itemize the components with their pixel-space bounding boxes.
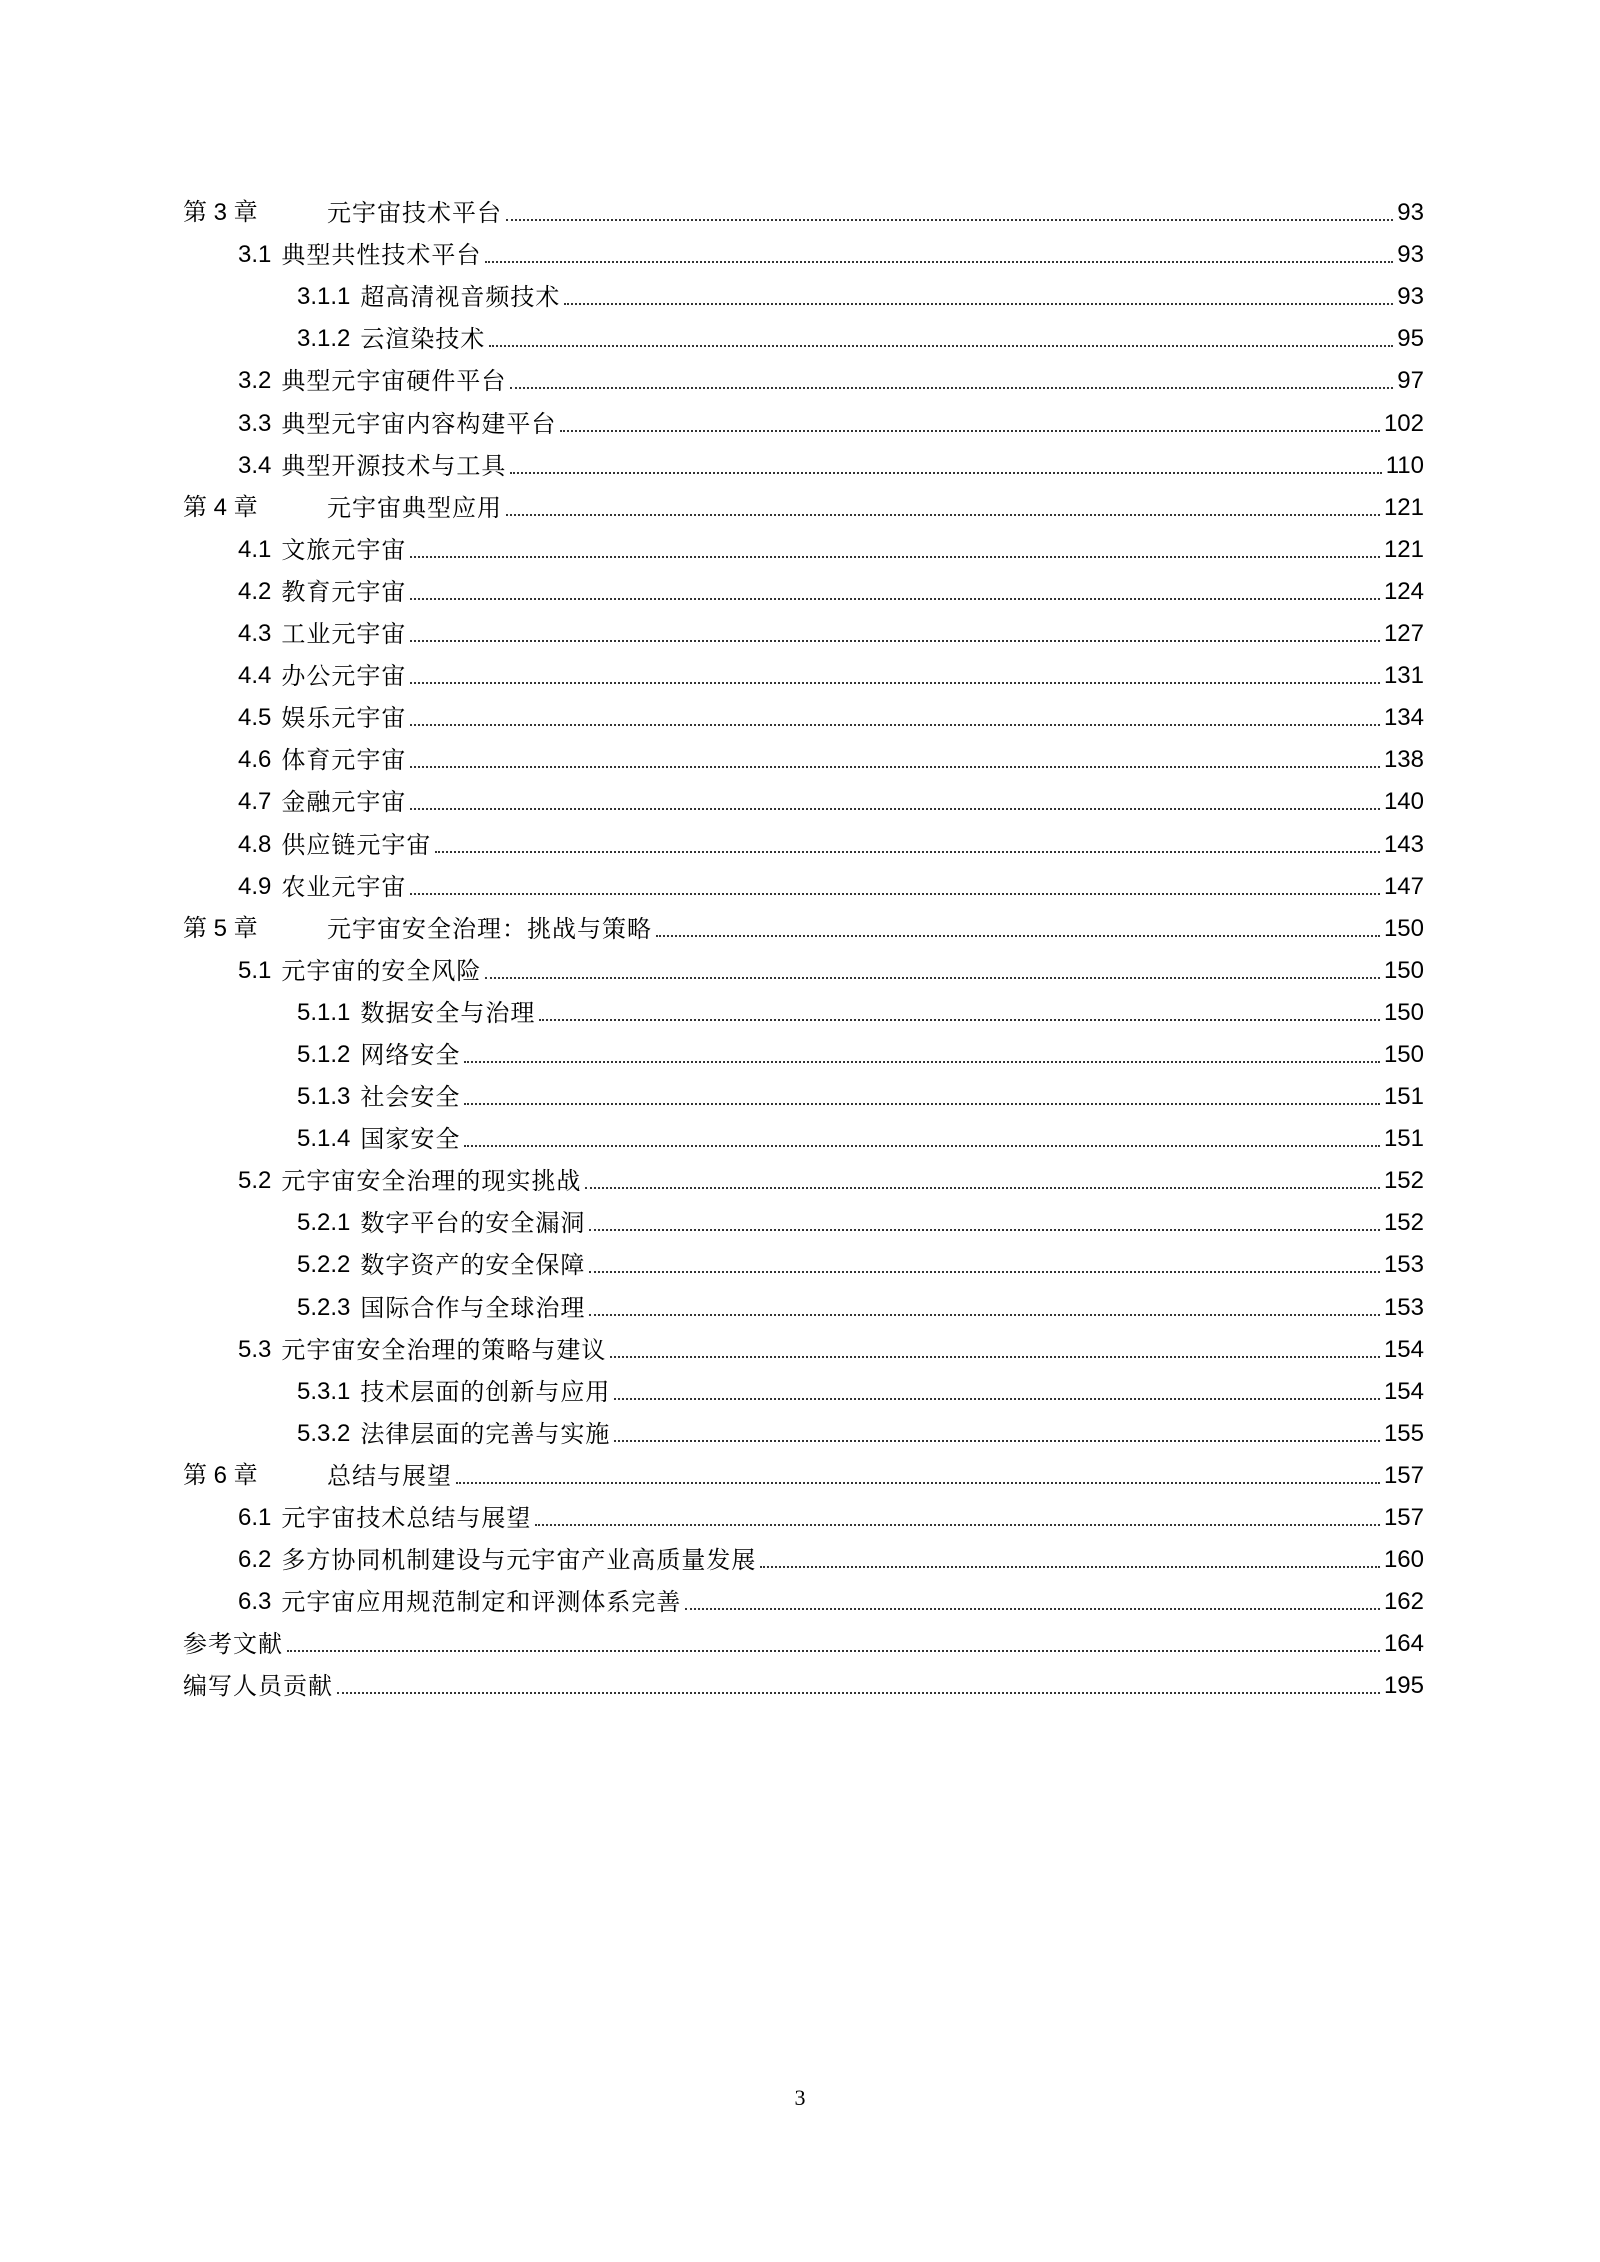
toc-entry[interactable] [0,1202,1424,1244]
dot-leader [410,682,1380,684]
toc-entry-title: 元宇宙安全治理的现实挑战 [281,1167,582,1196]
toc-entry-title: 体育元宇宙 [281,746,407,775]
toc-entry-page: 150 [1383,998,1424,1026]
toc-entry-page: 153 [1383,1293,1424,1321]
dot-leader [410,640,1380,642]
toc-entry-title: 教育元宇宙 [281,577,407,606]
toc-entry-page: 153 [1383,1251,1424,1279]
dot-leader [685,1608,1380,1610]
toc-entry-number: 4.4 [238,662,272,690]
dot-leader [589,1271,1380,1273]
toc-entry-number: 4.8 [238,830,272,858]
dot-leader [564,303,1393,305]
toc-entry-title: 数字资产的安全保障 [360,1251,586,1280]
toc-entry[interactable] [0,781,1424,823]
toc-entry-number: 5.1.1 [297,998,351,1026]
dot-leader [435,851,1380,853]
toc-entry-page: 157 [1383,1504,1424,1531]
toc-entry-page: 127 [1383,620,1424,648]
toc-entry-title: 元宇宙技术平台 [327,199,502,228]
dot-leader [585,1187,1380,1189]
toc-entry-page: 121 [1383,493,1424,521]
toc-entry-number: 5.2.2 [297,1251,351,1279]
toc-entry-number: 3.3 [238,409,272,437]
toc-entry-number: 4.5 [238,704,272,732]
toc-entry-title: 元宇宙应用规范制定和评测体系完善 [281,1588,682,1617]
toc-entry-title: 技术层面的创新与应用 [360,1377,611,1406]
toc-entry[interactable] [0,823,1424,865]
toc-entry-page: 154 [1383,1377,1424,1405]
toc-entry[interactable] [0,739,1424,781]
toc-entry-page: 160 [1383,1546,1424,1574]
dot-leader [410,598,1380,600]
toc-entry-title: 元宇宙安全治理的策略与建议 [281,1335,607,1364]
toc-entry-page: 195 [1383,1672,1424,1700]
toc-entry-number: 5.1 [238,956,272,984]
toc-entry-page: 151 [1383,1083,1424,1111]
toc-entry-number: 5.3 [238,1335,272,1363]
dot-leader [656,935,1380,937]
toc-entry-number: 5.2.3 [297,1293,351,1321]
toc-entry-title: 工业元宇宙 [281,620,407,649]
toc-entry[interactable] [0,1539,1424,1581]
toc-entry-page: 150 [1383,956,1424,984]
toc-entry-page: 134 [1383,704,1424,732]
dot-leader [464,1061,1380,1063]
dot-leader [410,556,1380,558]
toc-entry-title: 社会安全 [360,1083,461,1112]
toc-entry-title: 编写人员贡献 [183,1672,333,1701]
toc-entry-number: 4.9 [238,872,272,900]
toc-entry-title: 云渲染技术 [360,325,486,354]
dot-leader [589,1314,1380,1316]
toc-entry-number: 5.1.4 [297,1125,351,1153]
toc-entry[interactable] [0,571,1424,613]
toc-entry[interactable] [0,487,1424,529]
dot-leader [535,1524,1380,1526]
toc-entry-page: 154 [1383,1335,1424,1363]
toc-entry-page: 147 [1383,872,1424,900]
toc-entry[interactable] [0,1160,1424,1202]
toc-entry-page: 97 [1397,367,1424,395]
dot-leader [510,472,1381,474]
toc-entry-page: 155 [1383,1419,1424,1447]
toc-entry-number: 6.1 [238,1504,272,1531]
toc-entry-number: 4.2 [238,577,272,605]
toc-entry-title: 数据安全与治理 [360,998,536,1027]
dot-leader [506,219,1393,221]
toc-entry-number: 6.3 [238,1588,272,1616]
page-number: 3 [794,2085,806,2110]
toc-entry-page: 152 [1383,1209,1424,1237]
toc-entry[interactable] [0,276,1424,318]
toc-entry[interactable] [0,613,1424,655]
dot-leader [485,977,1380,979]
toc-entry-page: 131 [1383,662,1424,690]
dot-leader [410,766,1380,768]
toc-entry-page: 162 [1383,1588,1424,1616]
toc-entry[interactable] [0,360,1424,402]
dot-leader [287,1650,1380,1652]
toc-entry-number: 第 5 章 [183,914,258,942]
toc-entry-page: 150 [1383,914,1424,942]
toc-entry[interactable] [0,1244,1424,1286]
dot-leader [589,1229,1380,1231]
dot-leader [760,1566,1380,1568]
dot-leader [614,1398,1380,1400]
dot-leader [410,724,1380,726]
toc-entry-title: 网络安全 [360,1040,461,1069]
toc-entry-number: 第 3 章 [183,199,258,227]
dot-leader [456,1482,1380,1484]
toc-entry-page: 93 [1397,283,1424,311]
toc-entry-page: 143 [1383,830,1424,858]
toc-entry[interactable] [0,1329,1424,1371]
toc-entry-title: 典型元宇宙内容构建平台 [281,409,557,438]
toc-entry-title: 数字平台的安全漏洞 [360,1209,586,1238]
toc-entry[interactable] [0,1118,1424,1160]
toc-entry-number: 6.2 [238,1546,272,1574]
toc-entry[interactable] [0,992,1424,1034]
toc-entry-number: 4.7 [238,788,272,816]
toc-entry-title: 总结与展望 [327,1461,452,1490]
toc-entry-number: 5.3.2 [297,1419,351,1447]
toc-entry-page: 152 [1383,1167,1424,1195]
toc-entry-page: 102 [1383,409,1424,437]
toc-entry-number: 3.1.1 [297,283,351,311]
toc-entry-page: 150 [1383,1040,1424,1068]
toc-entry[interactable] [0,908,1424,950]
toc-entry[interactable] [0,1034,1424,1076]
toc-entry[interactable] [0,234,1424,276]
dot-leader [464,1145,1380,1147]
toc-entry[interactable] [0,1455,1424,1497]
toc-entry-title: 典型共性技术平台 [281,241,482,270]
dot-leader [410,893,1380,895]
toc-entry-number: 3.1 [238,241,272,269]
toc-entry-number: 3.2 [238,367,272,395]
dot-leader [510,387,1393,389]
toc-entry-page: 93 [1397,241,1424,269]
table-of-contents [0,192,1600,1707]
toc-entry-number: 第 6 章 [183,1461,258,1489]
toc-entry-number: 5.2.1 [297,1209,351,1237]
toc-entry-page: 138 [1383,746,1424,774]
toc-entry-number: 5.2 [238,1167,272,1195]
toc-entry-title: 供应链元宇宙 [281,830,432,859]
toc-entry-number: 5.1.2 [297,1040,351,1068]
toc-entry[interactable] [0,1413,1424,1455]
dot-leader [614,1440,1380,1442]
dot-leader [560,430,1380,432]
toc-entry-title: 国家安全 [360,1125,461,1154]
toc-entry[interactable] [0,1076,1424,1118]
toc-entry-number: 3.4 [238,451,272,479]
toc-entry-number: 5.1.3 [297,1083,351,1111]
dot-leader [464,1103,1380,1105]
toc-entry-page: 95 [1397,325,1424,353]
toc-entry[interactable] [0,1286,1424,1328]
toc-entry[interactable] [0,192,1424,234]
toc-entry-title: 典型元宇宙硬件平台 [281,367,507,396]
toc-entry-number: 4.6 [238,746,272,774]
toc-entry-page: 93 [1397,199,1424,227]
toc-entry[interactable] [0,655,1424,697]
dot-leader [506,514,1380,516]
dot-leader [489,345,1393,347]
toc-entry-number: 5.3.1 [297,1377,351,1405]
toc-entry[interactable] [0,1497,1424,1539]
toc-entry[interactable] [0,697,1424,739]
toc-entry[interactable] [0,950,1424,992]
toc-entry[interactable] [0,529,1424,571]
toc-entry-title: 参考文献 [183,1630,283,1659]
toc-entry-title: 办公元宇宙 [281,662,407,691]
toc-entry[interactable] [0,1623,1424,1665]
toc-entry-title: 国际合作与全球治理 [360,1293,586,1322]
toc-entry-title: 多方协同机制建设与元宇宙产业高质量发展 [281,1546,757,1575]
toc-entry-title: 元宇宙典型应用 [327,493,502,522]
toc-entry-title: 金融元宇宙 [281,788,407,817]
toc-entry-page: 151 [1383,1125,1424,1153]
toc-entry-title: 娱乐元宇宙 [281,704,407,733]
dot-leader [539,1019,1380,1021]
toc-entry-title: 典型开源技术与工具 [281,451,507,480]
dot-leader [610,1356,1380,1358]
toc-entry-page: 157 [1383,1461,1424,1489]
dot-leader [485,261,1393,263]
toc-entry-title: 文旅元宇宙 [281,535,407,564]
toc-entry-number: 3.1.2 [297,325,351,353]
toc-entry-page: 124 [1383,577,1424,605]
toc-entry-number: 第 4 章 [183,493,258,521]
dot-leader [337,1692,1380,1694]
toc-entry-page: 121 [1383,535,1424,563]
toc-entry[interactable] [0,866,1424,908]
toc-entry-title: 元宇宙安全治理：挑战与策略 [327,914,652,943]
toc-entry-title: 法律层面的完善与实施 [360,1419,611,1448]
toc-entry-number: 4.3 [238,620,272,648]
toc-entry[interactable] [0,445,1424,487]
toc-entry-title: 元宇宙技术总结与展望 [281,1504,532,1532]
toc-entry-title: 元宇宙的安全风险 [281,956,482,985]
toc-entry-title: 超高清视音频技术 [360,283,561,312]
toc-entry[interactable] [0,1581,1424,1623]
toc-entry[interactable] [0,1371,1424,1413]
toc-entry-number: 4.1 [238,535,272,563]
toc-entry[interactable] [0,318,1424,360]
toc-entry[interactable] [0,402,1424,444]
dot-leader [410,808,1380,810]
toc-entry-page: 164 [1383,1630,1424,1658]
toc-entry-page: 110 [1385,451,1424,479]
toc-entry[interactable] [0,1665,1424,1707]
toc-entry-page: 140 [1383,788,1424,816]
toc-entry-title: 农业元宇宙 [281,872,407,901]
